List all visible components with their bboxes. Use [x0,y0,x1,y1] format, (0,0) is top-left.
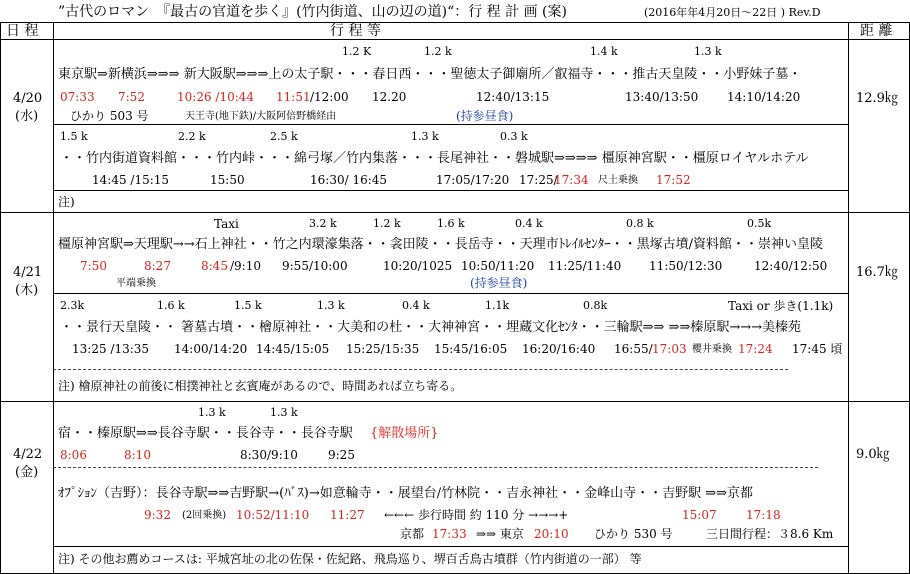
time-label: 7:52 [118,90,145,104]
distance-label: 1.3 k [270,406,298,419]
day1-distance: 12.9㎏ [856,91,898,106]
route-line: 宿・・榛原駅⇒⇒長谷寺駅・・長谷寺・・長谷寺駅 [58,426,353,441]
time-label: 9:25 [328,448,355,462]
page-title: ”古代のロマン 『最古の官道を歩く』(竹内街道、山の辺の道)“：行 程 計 画 (案) [58,4,567,20]
header-distance: 距 離 [860,23,893,39]
route-line: ・・竹内街道資料館・・・竹内峠・・・綿弓塚／竹内集落・・・長尾神社・・磐城駅⇒⇒⇒⇒ 橿原神宮駅・・橿原ロイヤルホテル [60,151,809,166]
lunch-note: (持参昼食) [456,109,514,123]
table-top-border [0,22,910,23]
time-label: 8:30/9:10 [240,448,298,462]
route-line: ・・景行天皇陵・・ 箸墓古墳・・檜原神社・・大美和の杜・・大神神宮・・埋蔵文化ｾﾝﾀ・・三輪駅⇒⇒ ⇒⇒榛原駅→→→美榛苑 [60,320,802,335]
day1-weekday: (水) [15,109,39,124]
time-label: 7:50 [80,259,107,273]
time-label: 9:32 [144,508,171,522]
note: 注) [58,195,75,209]
time-label: 8:06 [60,448,87,462]
time-label: 12:40/12:50 [754,259,828,273]
distance-label: 1.4 k [590,45,618,58]
day3-distance: 9.0㎏ [856,447,890,462]
distance-label: 0.8 k [626,217,654,230]
header-date: 日 程 [6,23,39,39]
route-line: ｵﾌﾟｼｮﾝ（吉野）：長谷寺駅⇒⇒吉野駅→(ﾊﾞｽ)→如意輪寺・・展望台/竹林院・・吉永神社・・金峰山寺・・吉野駅 ⇒⇒京都 [58,486,754,501]
header-itinerary: 行 程 等 [330,23,381,39]
time-label: 13:40/13:50 [625,90,699,104]
time-label: 17:03 [652,342,687,356]
time-label: 17:52 [656,173,691,187]
time-label: 17:18 [746,508,781,522]
distance-label: 1.3 k [317,299,345,312]
distance-label: 1.3 k [694,45,722,58]
time-label: /9:10 [230,259,261,273]
time-label: 11:51 [276,90,311,104]
day3-date: 4/22 [13,447,43,462]
time-label: 14:10/14:20 [727,90,801,104]
distance-label: 0.4 k [402,299,430,312]
train-label: ひかり 530 号 [594,527,673,541]
time-label: 17:24 [738,342,773,356]
transfer-note: (2回乗換) [182,510,227,521]
time-label: 16:55/ [614,342,653,356]
distance-label: 0.4 k [515,217,543,230]
time-label: 17:25/ [519,173,558,187]
time-label: 11:50/12:30 [649,259,723,273]
time-label: 17:45 頃 [792,342,843,356]
distance-column-divider [848,22,849,574]
time-label: 10:20/1025 [383,259,453,273]
revision-date: (2016年年4月20日～22日 ) Rev.D [644,6,821,19]
time-label: 8:45 [201,259,228,273]
distance-label: 1.2 k [373,217,401,230]
time-label: 12.20 [372,90,407,104]
transfer-note: 櫻井乗換 [692,344,732,355]
distance-label: 1.2 K [342,45,372,58]
dispersal-point: {解散場所} [370,426,439,441]
distance-label: 2.2 k [178,130,206,143]
header-bottom-border [0,39,910,40]
day2-bottom-border [0,401,910,402]
distance-label: 0.5k [747,217,772,230]
note: 注) その他お薦めコースは: 平城宮址の北の佐保・佐紀路、飛鳥巡り、堺百舌鳥古墳群（竹内街道の一部） 等 [58,552,642,566]
day3-note-divider [53,546,849,547]
distance-label: 0.3 k [500,130,528,143]
day2-weekday: (木) [15,283,39,298]
station-label: 京都 [400,527,425,541]
distance-label: 2.3k [60,299,85,312]
time-label: 8:10 [124,448,151,462]
date-column-divider [53,22,54,574]
time-label: 17:34 [554,173,589,187]
time-label: 9:55/10:00 [282,259,348,273]
time-label: 11:25/11:40 [548,259,622,273]
time-label: 16:20/16:40 [522,342,596,356]
distance-label: 1.1k [485,299,510,312]
distance-label: Taxi [214,217,239,231]
day1-bottom-border [0,212,910,213]
day2-note-divider [53,369,788,370]
time-label: 17:05/17:20 [436,173,510,187]
day1-note-divider [53,190,849,191]
station-label: ⇒⇒ 東京 [476,527,524,541]
day3-weekday: (金) [15,465,39,480]
time-label: 14:45/15:05 [256,342,330,356]
day2-row-divider [53,293,849,294]
time-label: 20:10 [534,527,569,541]
time-label: 14:00/14:20 [174,342,248,356]
distance-label: 1.6 k [157,299,185,312]
transfer-note: 天王寺(地下鉄)/大阪阿倍野橋経由 [185,111,337,122]
day2-distance: 16.7㎏ [856,265,898,280]
distance-label: 1.6 k [437,217,465,230]
time-label: /12:00 [310,90,349,104]
time-label: 12:40/13:15 [476,90,550,104]
distance-label: 3.2 k [309,217,337,230]
time-label: 13:25 /13:35 [72,342,150,356]
total-distance: 三日間行程：３8.6 Km [706,527,834,541]
time-label: 15:07 [682,508,717,522]
distance-label: 1.5 k [234,299,262,312]
time-label: 16:30/ 16:45 [310,173,388,187]
walking-time: ←←← 歩行時間 約 110 分 →→→+ [384,508,569,522]
distance-label: 1.3 k [411,130,439,143]
time-label: 14:45 /15:15 [92,173,170,187]
time-label: 8:27 [144,259,171,273]
lunch-note: (持参昼食) [470,276,528,290]
day2-date: 4/21 [13,265,43,280]
time-label: 17:33 [432,527,467,541]
time-label: 10:26 /10:44 [177,90,255,104]
distance-label: 2.5 k [270,130,298,143]
table-left-border [0,22,1,574]
distance-label: 1.3 k [198,406,226,419]
day1-row-divider [53,124,849,125]
time-label: 10:50/11:20 [461,259,535,273]
note: 注) 檜原神社の前後に相撲神社と玄賓庵があるので、時間あれば立ち寄る。 [58,379,463,393]
time-label: 07:33 [60,90,95,104]
time-label: 15:25/15:35 [346,342,420,356]
time-label: 15:50 [210,173,245,187]
time-label: 15:45/16:05 [434,342,508,356]
day1-date: 4/20 [13,91,43,106]
time-label: 10:52/11:10 [236,508,310,522]
train-label: ひかり 503 号 [70,109,149,123]
distance-label: 0.8k [583,299,608,312]
route-line: 橿原神宮駅⇒天理駅→→石上神社・・竹之内環濠集落・・衾田陵・・長岳寺・・天理市ﾄﾚｲﾙｾﾝﾀｰ・・黒塚古墳/資料館・・崇神い皇陵 [58,237,824,252]
distance-label: Taxi or 歩き(1.1k) [728,299,834,313]
route-line: 東京駅⇒新横浜⇒⇒⇒ 新大阪駅⇒⇒⇒上の太子駅・・・春日西・・・聖徳太子御廟所／叡福寺・・・推古天皇陵・・小野妹子墓・ [58,67,802,82]
distance-label: 1.2 k [424,45,452,58]
transfer-note: 尺土乗換 [598,175,638,186]
time-label: 11:27 [330,508,365,522]
day3-option-divider [53,467,818,468]
distance-label: 1.5 k [60,130,88,143]
transfer-note: 平端乗換 [116,278,156,289]
